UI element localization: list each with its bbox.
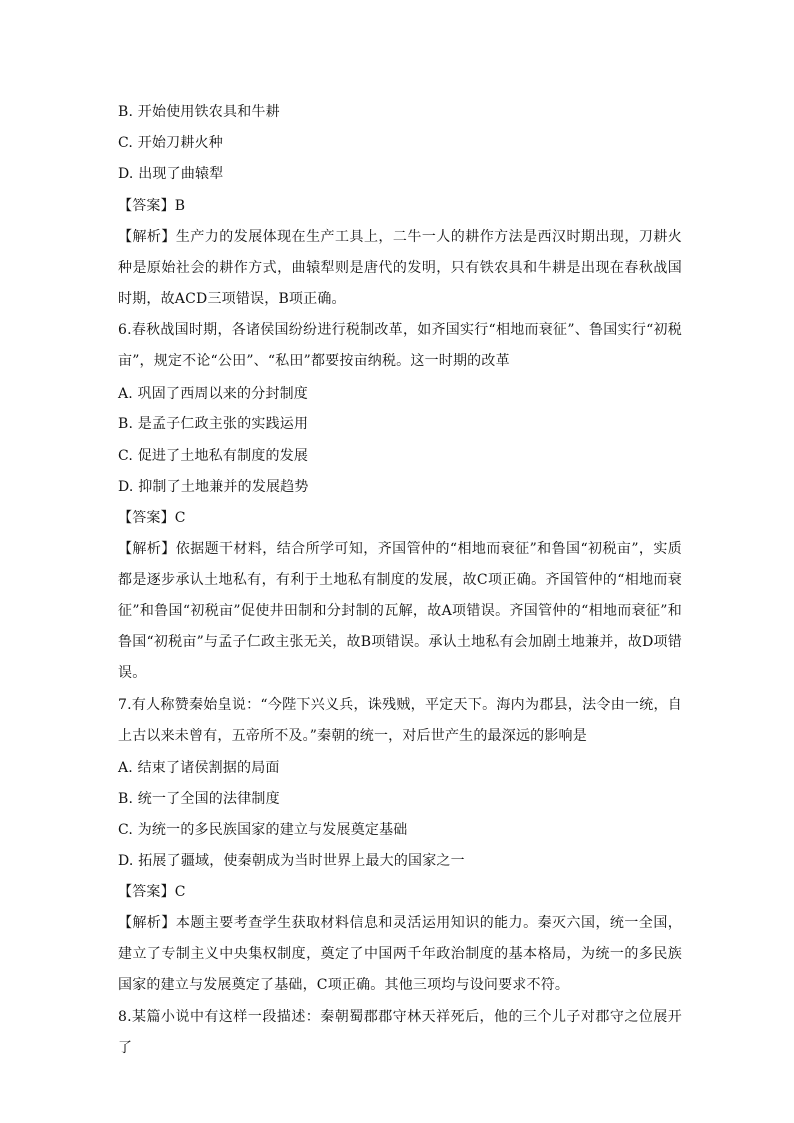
q6-option-d: D. 抑制了土地兼并的发展趋势 xyxy=(118,479,309,495)
q6-analysis-text: 依据题干材料，结合所学可知，齐国管仲的“相地而衰征”和鲁国“初税亩”，实质都是逐步承认土地私有，有利于土地私有制度的发展，故C项正确。齐国管仲的“相地而衰征”和鲁国“初税亩”促使井田制和分封制的瓦解，故A项错误。齐国管仲的“相地而衰征”和鲁国“初税亩”与孟子仁政主张无关，故B项错误。承认土地私有会加剧土地兼并，故D项错误。 xyxy=(118,541,682,681)
q5-option-c: C. 开始刀耕火种 xyxy=(118,135,223,151)
q6-option-b: B. 是孟子仁政主张的实践运用 xyxy=(118,416,309,432)
q8-stem: 8.某篇小说中有这样一段描述：秦朝蜀郡郡守林天祥死后，他的三个儿子对郡守之位展开了 xyxy=(118,1009,682,1056)
q7-analysis-text: 本题主要考查学生获取材料信息和灵活运用知识的能力。秦灭六国，统一全国，建立了专制主义中央集权制度，奠定了中国两千年政治制度的基本格局，为统一的多民族国家的建立与发展奠定了基础，C项正确。其他三项均与设问要求不符。 xyxy=(118,915,682,993)
q6-option-a: A. 巩固了西周以来的分封制度 xyxy=(118,386,309,402)
q5-analysis-text: 生产力的发展体现在生产工具上，二牛一人的耕作方法是西汉时期出现，刀耕火种是原始社会的耕作方式，曲辕犁则是唐代的发明，只有铁农具和牛耕是出现在春秋战国时期，故ACD三项错误，B项正确。 xyxy=(118,229,682,307)
q7-stem: 7.有人称赞秦始皇说：“今陛下兴义兵，诛残贼，平定天下。海内为郡县，法令由一统，自上古以来未曾有，五帝所不及。”秦朝的统一，对后世产生的最深远的影响是 xyxy=(118,697,682,744)
q7-option-d: D. 拓展了疆域，使秦朝成为当时世界上最大的国家之一 xyxy=(118,853,465,869)
q5-analysis xyxy=(118,222,682,315)
q6-analysis xyxy=(118,534,682,689)
q7-option-a: A. 结束了诸侯割据的局面 xyxy=(118,760,280,776)
q7-analysis-tag: 【解析】 xyxy=(118,915,176,931)
q6-stem: 6.春秋战国时期，各诸侯国纷纷进行税制改革，如齐国实行“相地而衰征”、鲁国实行“初税亩”，规定不论“公田”、“私田”都要按亩纳税。这一时期的改革 xyxy=(118,322,682,369)
q7-analysis xyxy=(118,908,682,1001)
q5-option-b: B. 开始使用铁农具和牛耕 xyxy=(118,104,280,120)
q6-analysis-tag: 【解析】 xyxy=(118,541,176,557)
q7-option-c: C. 为统一的多民族国家的建立与发展奠定基础 xyxy=(118,822,408,838)
q6-answer: 【答案】C xyxy=(118,510,186,526)
q5-analysis-tag: 【解析】 xyxy=(118,229,176,245)
q5-option-d: D. 出现了曲辕犁 xyxy=(118,166,224,182)
q7-option-b: B. 统一了全国的法律制度 xyxy=(118,791,280,807)
q6-option-c: C. 促进了土地私有制度的发展 xyxy=(118,448,309,464)
q5-answer: 【答案】B xyxy=(118,198,186,214)
q7-answer: 【答案】C xyxy=(118,884,186,900)
